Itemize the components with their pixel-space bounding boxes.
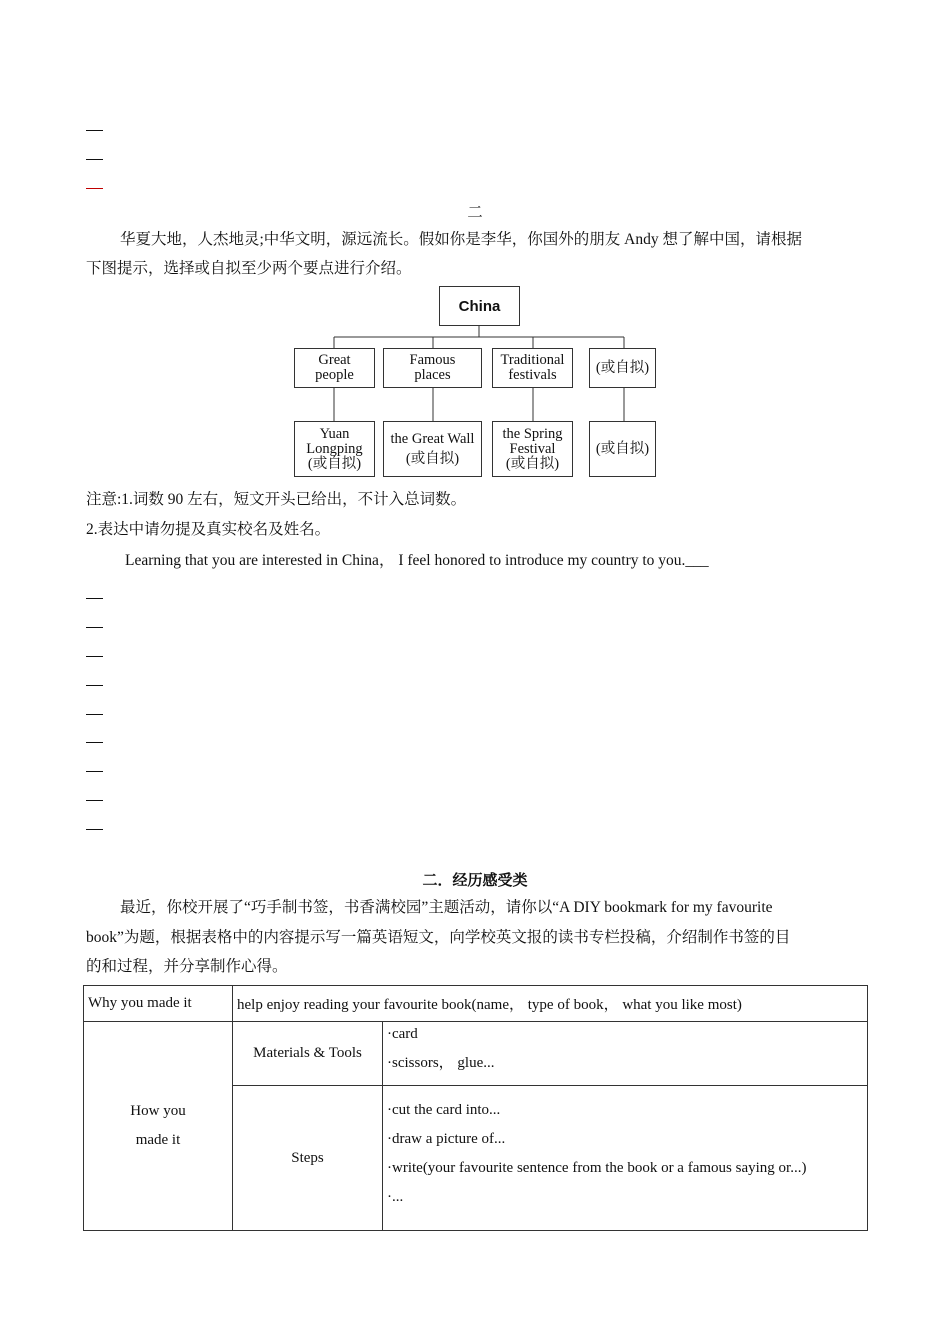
answer-blank [86,130,103,131]
answer-blank [86,627,103,628]
section-heading: 二．经历感受类 [422,871,528,889]
steps-item: ·draw a picture of... [387,1131,506,1147]
diagram-text: festivals [508,367,557,383]
diagram-category-box [589,348,656,388]
steps-item: ·write(your favourite sentence from the book or a famous saying or...) [387,1160,807,1176]
diagram-example-box [383,421,482,477]
materials-label-cell: Materials & Tools [233,1022,383,1086]
how-label-line: How you [130,1103,186,1119]
materials-cell [383,1022,868,1086]
diagram-text: Great [318,352,351,368]
diagram-text: the Spring [502,425,563,442]
section2-line-1: 最近，你校开展了“巧手制书签，书香满校园”主题活动，请你以“A DIY bookmark for my favourite [120,899,773,916]
answer-blank [86,742,103,743]
diagram-example-box [294,421,375,477]
diagram-text: Traditional [500,352,565,368]
diagram-example-box [492,421,573,477]
diagram-text: (或自拟) [307,455,362,472]
how-label-cell [84,1022,233,1231]
answer-blank [86,800,103,801]
diagram-text: the Great Wall [390,430,475,447]
steps-label-cell: Steps [233,1086,383,1231]
diagram-text: places [414,367,451,383]
table-row [84,986,868,1022]
diagram-text: Yuan [319,425,350,442]
note-1: 注意:1.词数 90 左右，短文开头已给出，不计入总词数。 [86,491,467,508]
answer-blank-red [86,188,103,189]
note-2: 2.表达中请勿提及真实校名及姓名。 [86,521,331,538]
section-mark: 二 [467,204,483,221]
section2-line-2: book”为题，根据表格中的内容提示写一篇英语短文，向学校英文报的读书专栏投稿，介绍制作书签的目 [86,929,791,946]
table-row [84,1022,868,1086]
why-label-cell: Why you made it [84,986,233,1022]
diagram-category-box [294,348,375,388]
answer-blank [86,829,103,830]
answer-blank [86,656,103,657]
opening-sentence: Learning that you are interested in China， I feel honored to introduce my country to you.___ [125,552,709,569]
diagram-text: Longping [306,440,363,457]
diagram-text: (或自拟) [405,450,460,467]
diagram-text: (或自拟) [595,359,650,376]
diagram-root-label: China [458,297,501,315]
how-label-line: made it [135,1132,181,1148]
answer-blank [86,771,103,772]
steps-cell [383,1086,868,1231]
answer-blank [86,714,103,715]
prompt-line-2: 下图提示，选择或自拟至少两个要点进行介绍。 [86,260,412,277]
steps-item: ·cut the card into... [387,1102,501,1118]
materials-item: ·card [387,1026,418,1042]
diagram-text: Festival [509,440,556,457]
diagram-category-box [492,348,573,388]
steps-item: ·... [387,1189,404,1205]
section2-line-3: 的和过程，并分享制作心得。 [86,958,288,975]
diagram-category-box [383,348,482,388]
diagram-text: Famous [409,352,456,368]
answer-blank [86,598,103,599]
answer-blank [86,159,103,160]
diagram-example-box [589,421,656,477]
diagram-text: (或自拟) [595,440,650,457]
prompt-line-1: 华夏大地，人杰地灵;中华文明，源远流长。假如你是李华，你国外的朋友 Andy 想了解中国，请根据 [120,231,803,248]
content-table [83,985,868,1231]
diagram-root-box [439,286,520,326]
diagram-text: (或自拟) [505,455,560,472]
diagram-text: people [315,367,354,383]
materials-item: ·scissors， glue... [387,1055,495,1071]
why-content-cell: help enjoy reading your favourite book(name， type of book， what you like most) [233,986,868,1022]
answer-blank [86,685,103,686]
